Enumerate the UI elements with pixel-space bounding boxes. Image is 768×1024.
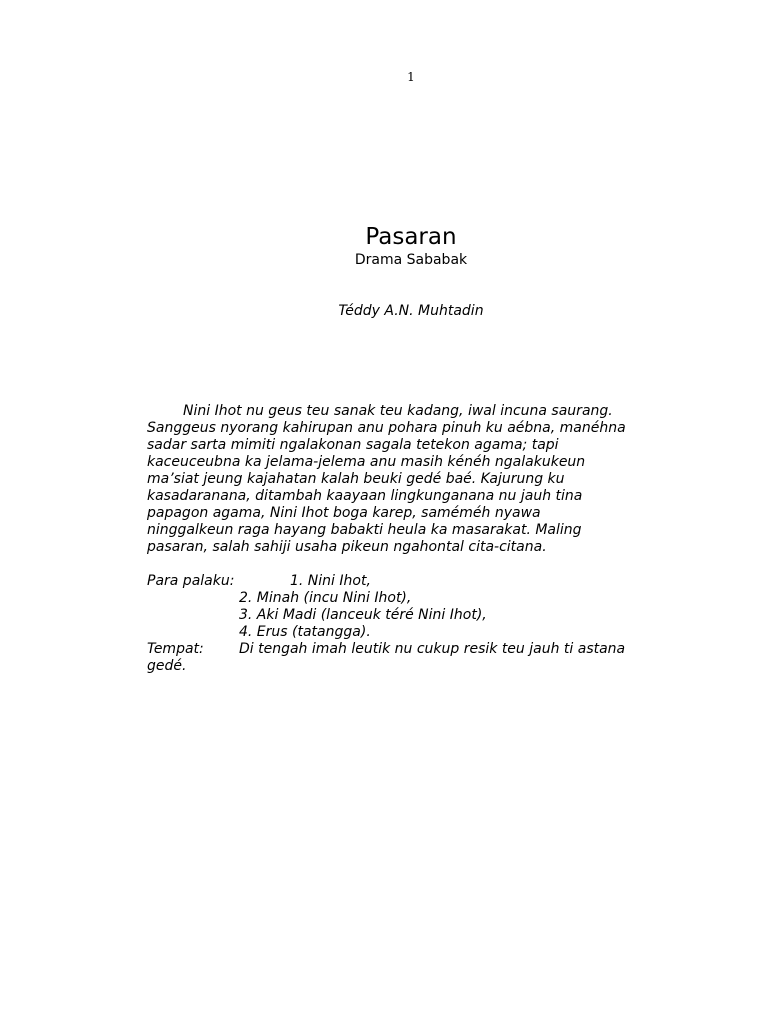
synopsis-line: ninggalkeun raga hayang babakti heula ka masarakat. Maling bbox=[147, 522, 582, 538]
setting-text-continued: gedé. bbox=[147, 658, 187, 674]
cast-row bbox=[147, 573, 687, 590]
synopsis-line: Sanggeus nyorang kahirupan anu pohara pinuh ku aébna, manéhna bbox=[147, 420, 626, 436]
synopsis-line: kaceuceubna ka jelama-jelema anu masih kénéh ngalakukeun bbox=[147, 454, 586, 470]
synopsis-line: papagon agama, Nini Ihot boga karep, saméméh nyawa bbox=[147, 505, 541, 521]
cast-and-setting bbox=[147, 573, 687, 675]
setting-row bbox=[147, 641, 687, 658]
setting-label: Tempat: bbox=[147, 641, 204, 657]
cast-member: 2. Minah (incu Nini Ihot), bbox=[239, 590, 412, 606]
synopsis-line: sadar sarta mimiti ngalakonan sagala tetekon agama; tapi bbox=[147, 437, 559, 453]
synopsis-line: Nini Ihot nu geus teu sanak teu kadang, iwal incuna saurang. bbox=[183, 403, 613, 419]
cast-row bbox=[147, 607, 687, 624]
cast-row bbox=[147, 590, 687, 607]
synopsis-paragraph bbox=[147, 403, 687, 556]
document-title: Pasaran bbox=[365, 224, 457, 250]
cast-row bbox=[147, 624, 687, 641]
cast-member: 4. Erus (tatangga). bbox=[239, 624, 371, 640]
synopsis-line: kasadaranana, ditambah kaayaan lingkunganana nu jauh tina bbox=[147, 488, 583, 504]
setting-row-continued bbox=[147, 658, 687, 675]
synopsis-line: pasaran, salah sahiji usaha pikeun ngahontal cita-citana. bbox=[147, 539, 547, 555]
setting-text: Di tengah imah leutik nu cukup resik teu jauh ti astana bbox=[239, 641, 626, 657]
cast-member: 1. Nini Ihot, bbox=[290, 573, 371, 589]
cast-member: 3. Aki Madi (lanceuk téré Nini Ihot), bbox=[239, 607, 487, 623]
page-number: 1 bbox=[407, 70, 415, 84]
cast-label: Para palaku: bbox=[147, 573, 235, 589]
author-name: Téddy A.N. Muhtadin bbox=[338, 303, 484, 319]
document-subtitle: Drama Sababak bbox=[354, 252, 468, 268]
synopsis-line: ma’siat jeung kajahatan kalah beuki gedé baé. Kajurung ku bbox=[147, 471, 565, 487]
